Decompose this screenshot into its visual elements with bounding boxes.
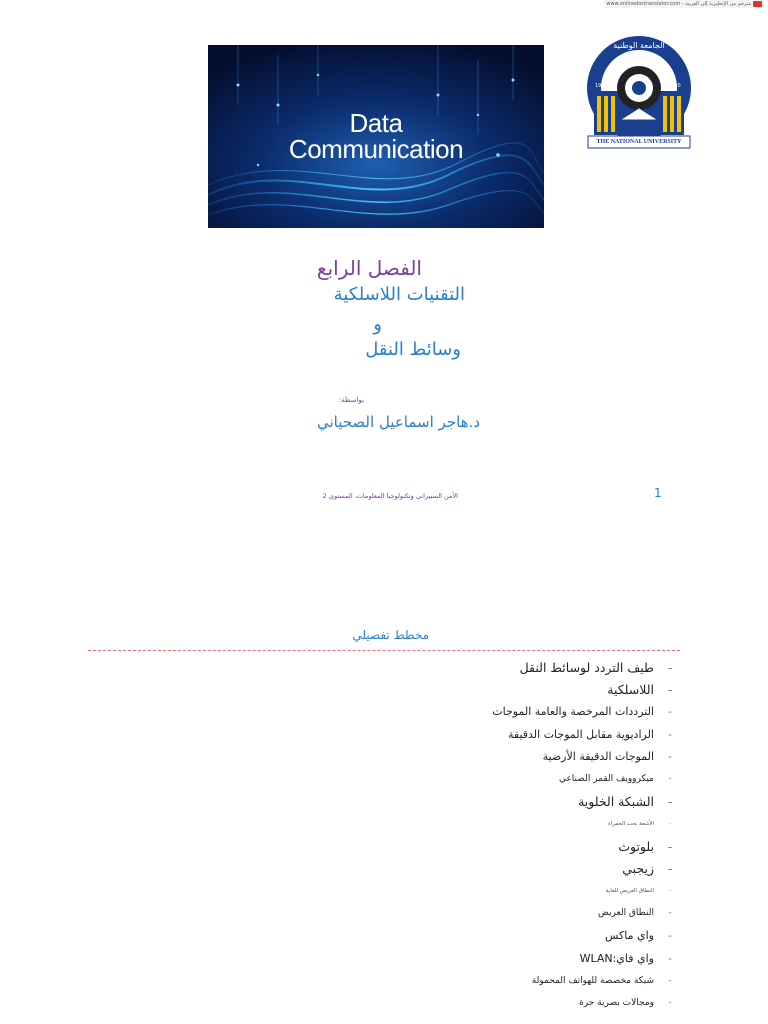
chapter-subtitle-second: وسائط النقل bbox=[365, 339, 461, 360]
bullet-dash-icon: - bbox=[668, 998, 672, 1009]
outline-item bbox=[180, 678, 680, 700]
outline-item bbox=[180, 813, 680, 835]
pdf-icon bbox=[753, 1, 762, 7]
outline-item bbox=[180, 656, 680, 678]
bullet-dash-icon: - bbox=[667, 794, 673, 810]
outline-item bbox=[180, 768, 680, 790]
bullet-dash-icon: - bbox=[669, 888, 671, 895]
outline-item-text: الأشعة تحت الحمراء bbox=[608, 820, 654, 827]
course-footer: الأمن السيبراني وتكنولوجيا المعلومات، المستوى 2 bbox=[322, 492, 458, 500]
outline-item-text: اللاسلكية bbox=[607, 682, 654, 698]
bullet-dash-icon: - bbox=[668, 929, 672, 943]
banner-title-line2: Communication bbox=[288, 134, 464, 164]
outline-item-text: النطاق العريض للغاية bbox=[605, 888, 654, 895]
bullet-dash-icon: - bbox=[668, 774, 672, 785]
outline-list bbox=[180, 656, 680, 1014]
outline-item-text: الموجات الدقيقة الأرضية bbox=[542, 750, 654, 764]
outline-item-text: النطاق العريض bbox=[597, 908, 654, 919]
logo-year-right: 1440 bbox=[668, 83, 681, 89]
outline-item-text: ميكروويف القمر الصناعي bbox=[558, 774, 654, 785]
bullet-dash-icon: - bbox=[668, 908, 672, 919]
outline-item bbox=[180, 835, 680, 857]
bullet-dash-icon: - bbox=[668, 951, 672, 965]
outline-item-text: طيف التردد لوسائط النقل bbox=[519, 659, 654, 675]
bullet-dash-icon: - bbox=[668, 975, 672, 986]
bullet-dash-icon: - bbox=[667, 682, 673, 698]
outline-item-text: ومجالات بصرية حرة bbox=[579, 998, 654, 1009]
translator-credit bbox=[604, 0, 764, 8]
bullet-dash-icon: - bbox=[668, 727, 672, 741]
outline-item bbox=[180, 992, 680, 1014]
outline-item bbox=[180, 746, 680, 768]
banner-title-line1: Data bbox=[349, 108, 403, 138]
outline-item bbox=[180, 902, 680, 924]
logo-arabic-name: الجامعة الوطنية bbox=[613, 41, 665, 50]
outline-item bbox=[180, 701, 680, 723]
chapter-title: الفصل الرابع bbox=[316, 256, 422, 280]
outline-item bbox=[180, 723, 680, 745]
outline-item-text: واي فاي:WLAN bbox=[579, 951, 654, 965]
bullet-dash-icon: - bbox=[667, 838, 673, 854]
bullet-dash-icon: - bbox=[667, 861, 673, 877]
outline-item-text: واي ماكس bbox=[605, 929, 654, 943]
university-logo bbox=[580, 36, 698, 152]
outline-item-text: الشبكة الخلوية bbox=[578, 794, 654, 810]
outline-title: مخطط تفصيلي bbox=[352, 628, 429, 642]
outline-item bbox=[180, 880, 680, 902]
logo-english-name: THE NATIONAL UNIVERSITY bbox=[596, 139, 682, 145]
outline-item bbox=[180, 969, 680, 991]
outline-item-text: الترددات المرخصة والعامة الموجات bbox=[492, 705, 654, 719]
outline-item bbox=[180, 947, 680, 969]
outline-divider bbox=[88, 650, 680, 651]
page-number: 1 bbox=[654, 486, 662, 500]
outline-item bbox=[180, 858, 680, 880]
bullet-dash-icon: - bbox=[668, 705, 672, 719]
bullet-dash-icon: - bbox=[668, 750, 672, 764]
outline-item-text: الراديوية مقابل الموجات الدقيقة bbox=[507, 727, 654, 741]
data-communication-banner bbox=[208, 45, 544, 228]
outline-item bbox=[180, 790, 680, 812]
bullet-dash-icon: - bbox=[667, 659, 673, 675]
chapter-subtitle: التقنيات اللاسلكية bbox=[333, 284, 465, 305]
bullet-dash-icon: - bbox=[669, 820, 671, 827]
chapter-conjunction: و bbox=[373, 314, 382, 335]
byline-label: بواسطة: bbox=[338, 396, 364, 404]
outline-item-text: بلوتوث bbox=[618, 838, 654, 854]
outline-item-text: شبكة مخصصة للهواتف المحمولة bbox=[531, 975, 654, 986]
outline-item-text: زيجبي bbox=[622, 861, 654, 877]
author-name: د.هاجر اسماعيل الصحياني bbox=[316, 413, 480, 431]
logo-year-left: 1993 bbox=[595, 83, 608, 89]
translator-credit-text: www.onlinedoctranslator.com - مترجم من الإنجليزية إلى العربية bbox=[606, 1, 751, 7]
outline-item bbox=[180, 925, 680, 947]
